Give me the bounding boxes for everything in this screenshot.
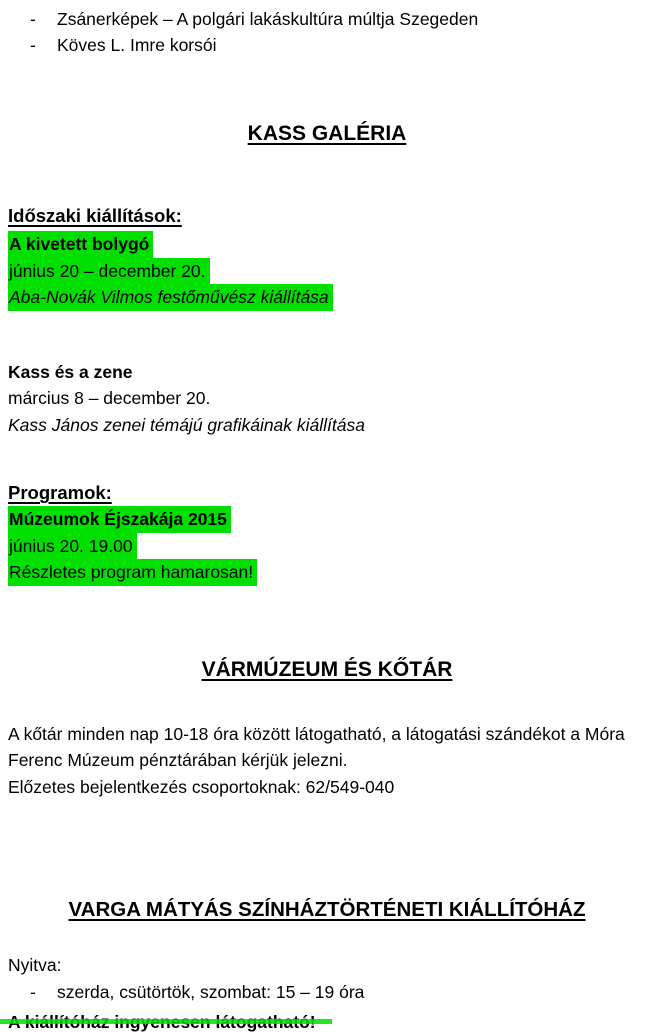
exhibition-dates: június 20 – december 20. bbox=[8, 258, 210, 285]
kass-galeria-title bbox=[8, 120, 646, 147]
list-item-text: Zsánerképek – A polgári lakáskultúra múltja Szegeden bbox=[57, 9, 479, 29]
varga-matyas-title-text: VARGA MÁTYÁS SZÍNHÁZTÖRTÉNETI KIÁLLÍTÓHÁZ bbox=[68, 898, 586, 921]
exhibition-title: Kass és a zene bbox=[8, 361, 133, 382]
opening-hours-item bbox=[8, 979, 646, 1006]
program-note: Részletes program hamarosan! bbox=[8, 559, 257, 586]
varmuzeum-info bbox=[8, 721, 646, 801]
exhibition-kivetett-bolygo bbox=[8, 231, 646, 311]
kass-galeria-title-text: KASS GALÉRIA bbox=[247, 122, 407, 145]
opening-hours-block bbox=[8, 952, 646, 1005]
exhibition-dates-line bbox=[8, 258, 646, 285]
varga-matyas-title bbox=[8, 896, 646, 924]
varmuzeum-info-line: Ferenc Múzeum pénztárában kérjük jelezni. bbox=[8, 750, 348, 770]
intro-exhibition-list bbox=[8, 6, 646, 58]
exhibition-dates: március 8 – december 20. bbox=[8, 388, 211, 408]
opening-label: Nyitva: bbox=[8, 955, 62, 975]
program-date-line bbox=[8, 533, 646, 560]
program-title-line bbox=[8, 506, 646, 533]
list-bullet: - bbox=[30, 981, 36, 1002]
program-muzeumok-ejszakaja bbox=[8, 506, 646, 586]
exhibition-description: Aba-Novák Vilmos festőművész kiállítása bbox=[8, 284, 333, 311]
list-bullet: - bbox=[30, 35, 36, 55]
varmuzeum-title bbox=[8, 656, 646, 683]
program-note-line bbox=[8, 559, 646, 586]
varmuzeum-info-line: A kőtár minden nap 10-18 óra között látogatható, a látogatási szándékot a Móra bbox=[8, 723, 625, 744]
exhibition-title: A kivetett bolygó bbox=[8, 231, 153, 258]
list-bullet: - bbox=[30, 9, 36, 29]
varmuzeum-title-text: VÁRMÚZEUM ÉS KŐTÁR bbox=[201, 657, 453, 681]
cutoff-highlight-strip bbox=[0, 1019, 332, 1024]
list-item-text: Köves L. Imre korsói bbox=[57, 35, 217, 55]
exhibition-kass-es-a-zene bbox=[8, 359, 646, 439]
program-title: Múzeumok Éjszakája 2015 bbox=[8, 506, 231, 533]
list-item bbox=[8, 6, 646, 32]
opening-hours-text: szerda, csütörtök, szombat: 15 – 19 óra bbox=[57, 981, 365, 1002]
program-date: június 20. 19.00 bbox=[8, 533, 137, 560]
exhibition-title-line bbox=[8, 231, 646, 258]
exhibition-description-line bbox=[8, 284, 646, 311]
list-item bbox=[8, 32, 646, 58]
exhibition-description: Kass János zenei témájú grafikáinak kiállítása bbox=[8, 414, 365, 435]
idoszaki-kiallitasok-heading: Időszaki kiállítások: bbox=[8, 205, 182, 226]
programok-heading: Programok: bbox=[8, 482, 112, 503]
varmuzeum-booking: Előzetes bejelentkezés csoportoknak: 62/549-040 bbox=[8, 776, 395, 797]
